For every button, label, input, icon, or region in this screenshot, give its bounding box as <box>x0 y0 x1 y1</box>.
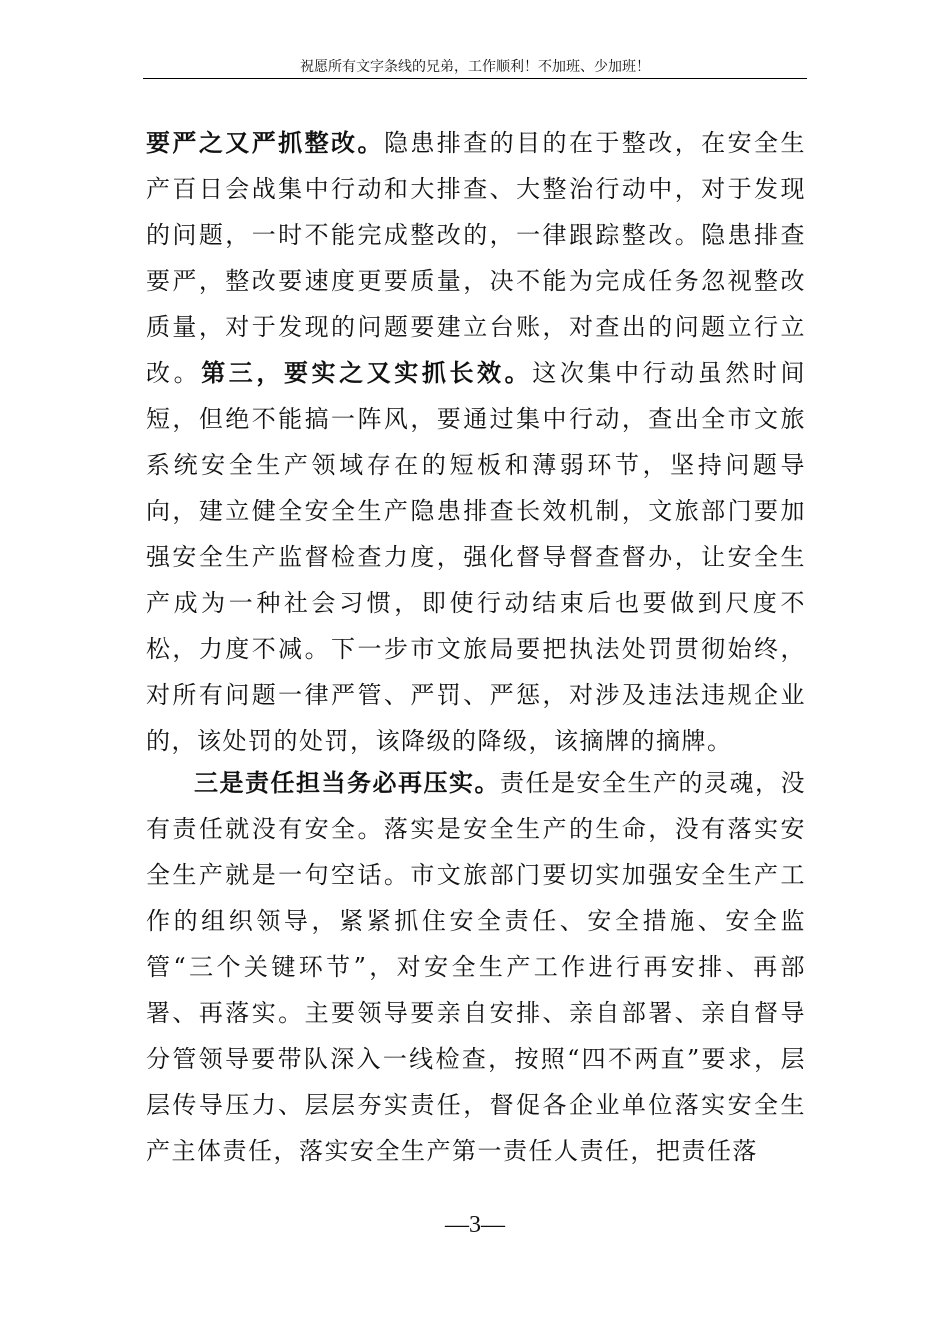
page-header: 祝愿所有文字条线的兄弟，工作顺利！不加班、少加班！ <box>300 59 650 75</box>
paragraph-text: 隐患排查的目的在于整改，在安全生产百日会战集中行动和大排查、大整治行动中，对于发现的问题，一时不能完成整改的，一律跟踪整改。隐患排查要严，整改要速度更要质量，决不能为完成任务忽视整改质量，对于发现的问题要建立台账，对查出的问题立行立改。 <box>146 129 806 387</box>
paragraph-lead-bold-2: 第三，要实之又实抓长效。 <box>201 359 533 387</box>
page-number: —3— <box>445 1212 505 1238</box>
paragraph-lead-bold: 三是责任担当务必再压实。 <box>194 769 500 797</box>
paragraph-text-2: 这次集中行动虽然时间短，但绝不能搞一阵风，要通过集中行动，查出全市文旅系统安全生产领域存在的短板和薄弱环节，坚持问题导向，建立健全安全生产隐患排查长效机制，文旅部门要加强安全生产监督检查力度，强化督导督查督办，让安全生产成为一种社会习惯，即使行动结束后也要做到尺度不松，力度不减。下一步市文旅局要把执法处罚贯彻始终，对所有问题一律严管、严罚、严惩，对涉及违法违规企业的，该处罚的处罚，该降级的降级，该摘牌的摘牌。 <box>146 359 807 755</box>
header-divider <box>143 78 807 79</box>
paragraph-lead-bold: 要严之又严抓整改。 <box>146 129 384 157</box>
paragraph-text: 责任是安全生产的灵魂，没有责任就没有安全。落实是安全生产的生命，没有落实安全生产就是一句空话。市文旅部门要切实加强安全生产工作的组织领导，紧紧抓住安全责任、安全措施、安全监管“三个关键环节”，对安全生产工作进行再安排、再部署、再落实。主要领导要亲自安排、亲自部署、亲自督导分管领导要带队深入一线检查，按照“四不两直”要求，层层传导压力、层层夯实责任，督促各企业单位落实安全生产主体责任，落实安全生产第一责任人责任，把责任落 <box>146 769 806 1165</box>
body-paragraph-1 <box>146 120 806 764</box>
body-paragraph-2 <box>146 760 806 1174</box>
